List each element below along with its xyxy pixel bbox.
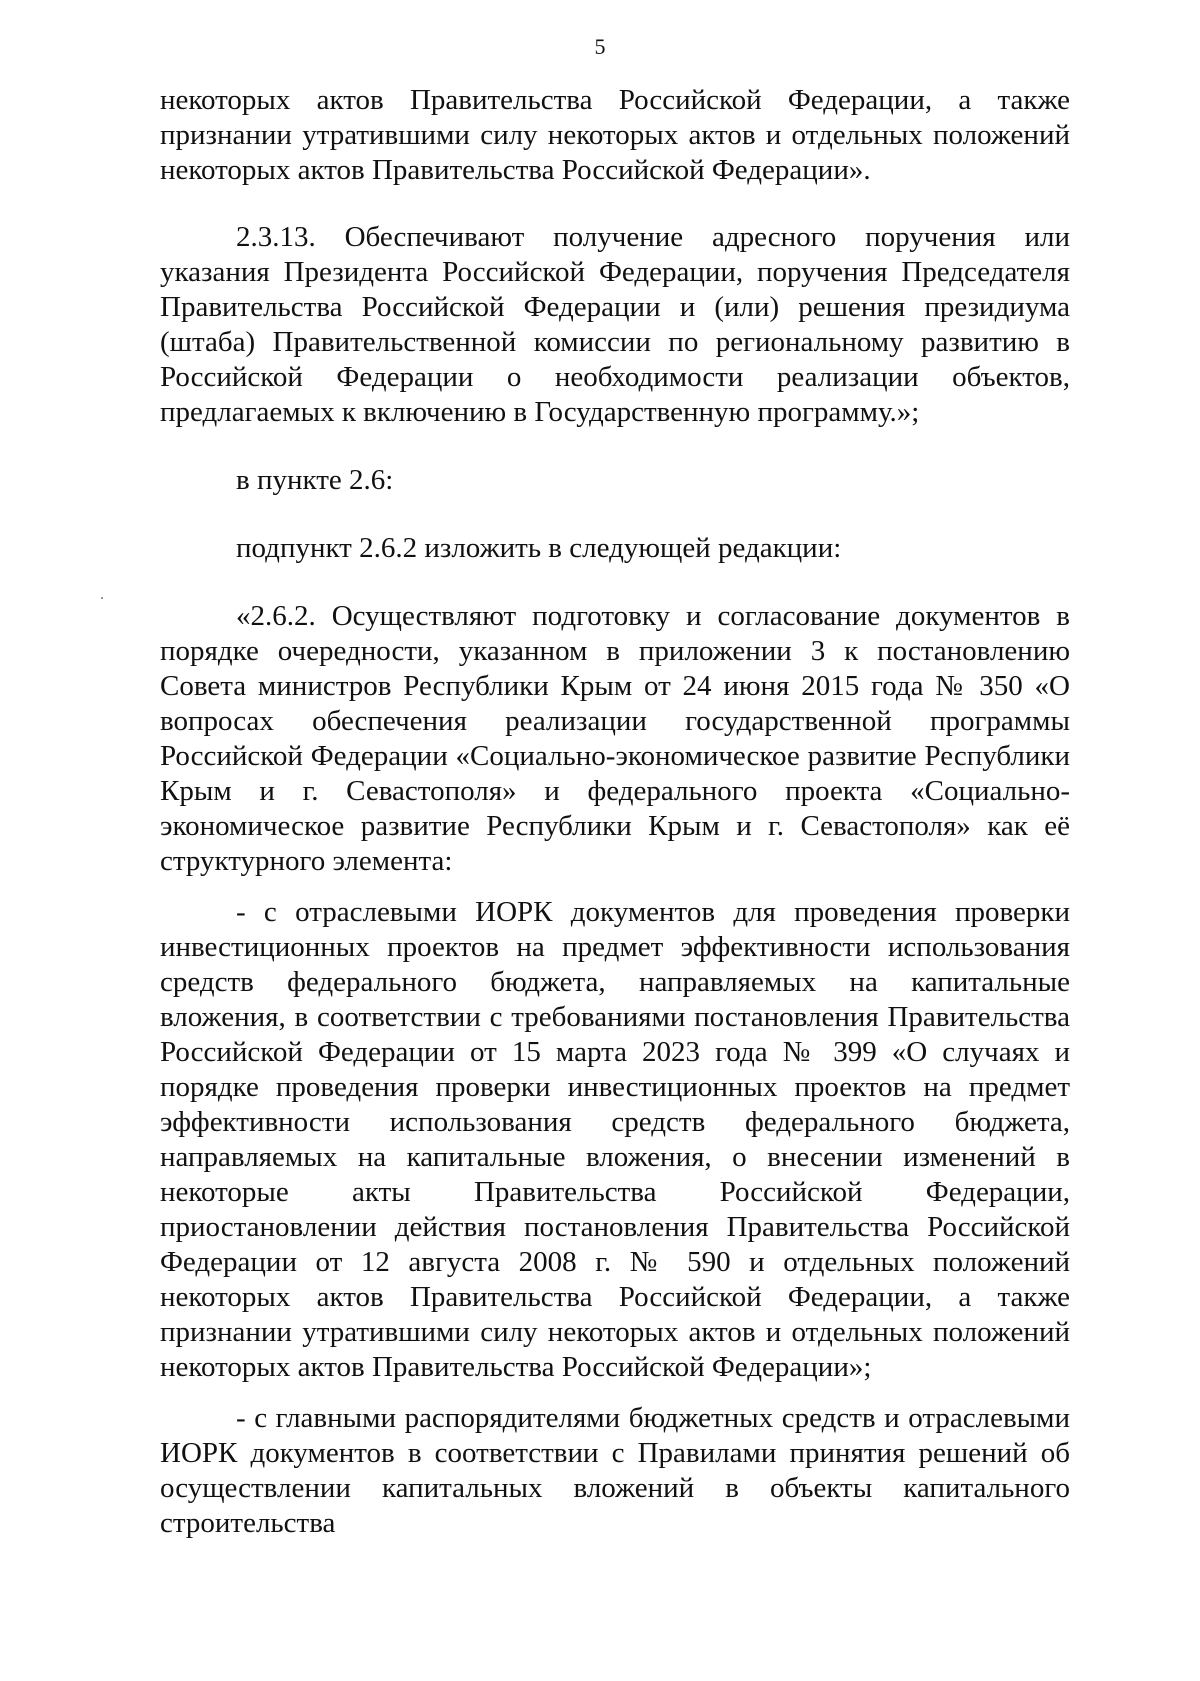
document-body [160, 83, 1070, 1541]
list-item-iork: - с отраслевыми ИОРК документов для проведения проверки инвестиционных проектов на предмет эффективности использования средств федерального бюджета, направляемых на капитальные вложения, в соответствии с требованиями постановления Правительства Российской Федерации от 15 марта 2023 года № 399 «О случаях и порядке проведения проверки инвестиционных проектов на предмет эффективности использования средств федерального бюджета, направляемых на капитальные вложения, о внесении изменений в некоторые акты Правительства Российской Федерации, приостановлении действия постановления Правительства Российской Федерации от 12 августа 2008 г. № 590 и отдельных положений некоторых актов Правительства Российской Федерации, а также признании утратившими силу некоторых актов и отдельных положений некоторых актов Правительства Российской Федерации»; [160, 896, 1070, 1383]
subpoint-2-6-2-intro: подпункт 2.6.2 изложить в следующей редакции: [236, 532, 842, 564]
clause-2-6-2: «2.6.2. Осуществляют подготовку и согласование документов в порядке очередности, указанном в приложении 3 к постановлению Совета министров Республики Крым от 24 июня 2015 года № 350 «О вопросах обеспечения реализации государственной программы Российской Федерации «Социально-экономическое развитие Республики Крым и г. Севастополя» и федерального проекта «Социально-экономическое развитие Республики Крым и г. Севастополя» как её структурного элемента: [160, 600, 1070, 877]
scan-artifact-dot [101, 597, 103, 599]
clause-2-3-13: 2.3.13. Обеспечивают получение адресного поручения или указания Президента Российской Федерации, поручения Председателя Правительства Российской Федерации и (или) решения президиума (штаба) Правительственной комиссии по региональному развитию в Российской Федерации о необходимости реализации объектов, предлагаемых к включению в Государственную программу.»; [160, 221, 1070, 428]
list-item-budget-managers: - с главными распорядителями бюджетных средств и отраслевыми ИОРК документов в соответствии с Правилами принятия решений об осуществлении капитальных вложений в объекты капитального строительства [160, 1402, 1070, 1539]
page-number: 5 [594, 34, 606, 59]
continuation-paragraph: некоторых актов Правительства Российской Федерации, а также признании утратившими силу некоторых актов и отдельных положений некоторых актов Правительства Российской Федерации». [160, 84, 1070, 186]
point-2-6-intro: в пункте 2.6: [236, 464, 394, 496]
